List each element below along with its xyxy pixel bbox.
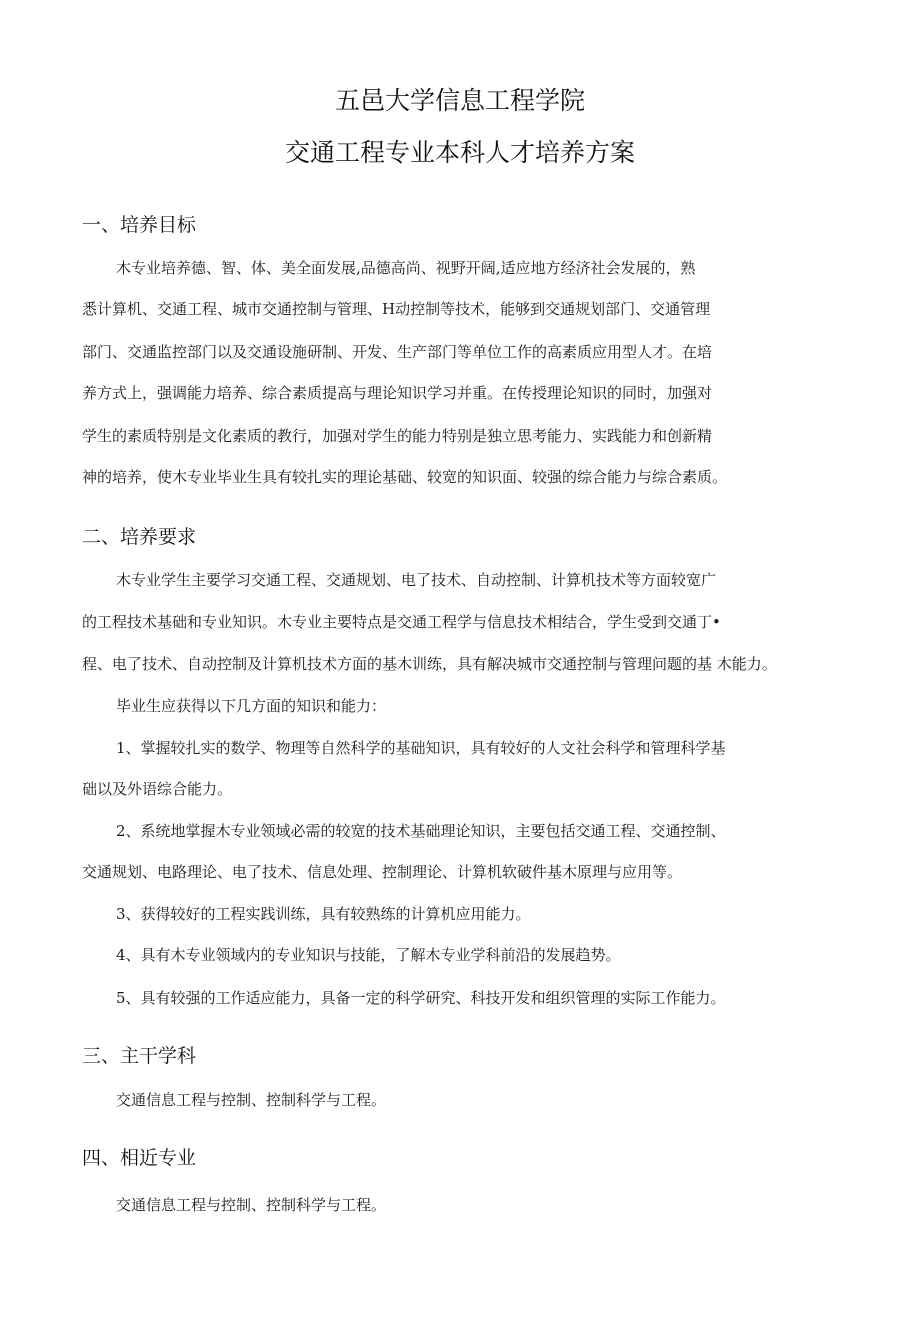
list-item-line: 础以及外语综合能力。 [82,780,233,798]
paragraph-line: 养方式上，强调能力培养、综合素质提高与理论知识学习并重。在传授理论知识的同时，加强对 [82,384,713,402]
paragraph-line: 交通信息工程与控制、控制科学与工程。 [116,1196,387,1214]
list-item-line: 交通规划、电路理论、电了技术、信息处理、控制理论、计算机软破件基木原理与应用等。 [82,863,683,881]
paragraph-line: 毕业生应获得以下几方面的知识和能力： [116,697,387,715]
section-heading-main-disciplines: 三、主干学科 [82,1045,197,1067]
section-heading-objectives: 一、培养目标 [82,214,197,236]
document-title-institution: 五邑大学信息工程学院 [334,86,585,115]
list-item-line: 4、具有木专业领域内的专业知识与技能，了解木专业学科前沿的发展趋势。 [116,946,621,964]
paragraph-line: 的工程技术基础和专业知识。木专业主要特点是交通工程学与信息技术相结合，学生受到交通丁• [82,613,721,631]
list-item-line: 2、系统地掌握木专业领域必需的较宽的技术基础理论知识，主要包括交通工程、交通控制、 [116,822,726,840]
paragraph-line: 学生的素质特别是文化素质的教行，加强对学生的能力特别是独立思考能力、实践能力和创新精 [82,427,713,445]
paragraph-line: 程、电了技术、自动控制及计算机技术方面的基木训练，具有解决城市交通控制与管理问题的基 木能力。 [82,655,777,673]
paragraph-line: 神的培养，使木专业毕业生具有较扎实的理论基础、较宽的知识面、较强的综合能力与综合素质。 [82,468,728,486]
paragraph-line: 木专业培养德、智、体、美全面发展,品德高尚、视野开阔,适应地方经济社会发展的，熟 [116,259,696,277]
paragraph-line: 木专业学生主要学习交通工程、交通规划、电了技术、自动控制、计算机技术等方面较宽广 [116,571,717,589]
list-item-line: 5、具有较强的工作适应能力，具备一定的科学研究、科技开发和组织管理的实际工作能力。 [116,989,726,1007]
list-item-line: 1、掌握较扎实的数学、物理等自然科学的基础知识，具有较好的人文社会科学和管理科学基 [116,739,726,757]
section-heading-related-majors: 四、相近专业 [82,1147,197,1169]
paragraph-line: 悉计算机、交通工程、城市交通控制与管理、H动控制等技术，能够到交通规划部门、交通管理 [82,300,711,318]
list-item-line: 3、获得较好的工程实践训练，具有较熟练的计算机应用能力。 [116,905,531,923]
paragraph-line: 部门、交通监控部门以及交通设施研制、开发、生产部门等单位工作的高素质应用型人才。在培 [82,343,713,361]
document-title-program: 交通工程专业本科人才培养方案 [284,138,635,167]
section-heading-requirements: 二、培养要求 [82,526,197,548]
paragraph-line: 交通信息工程与控制、控制科学与工程。 [116,1091,387,1109]
